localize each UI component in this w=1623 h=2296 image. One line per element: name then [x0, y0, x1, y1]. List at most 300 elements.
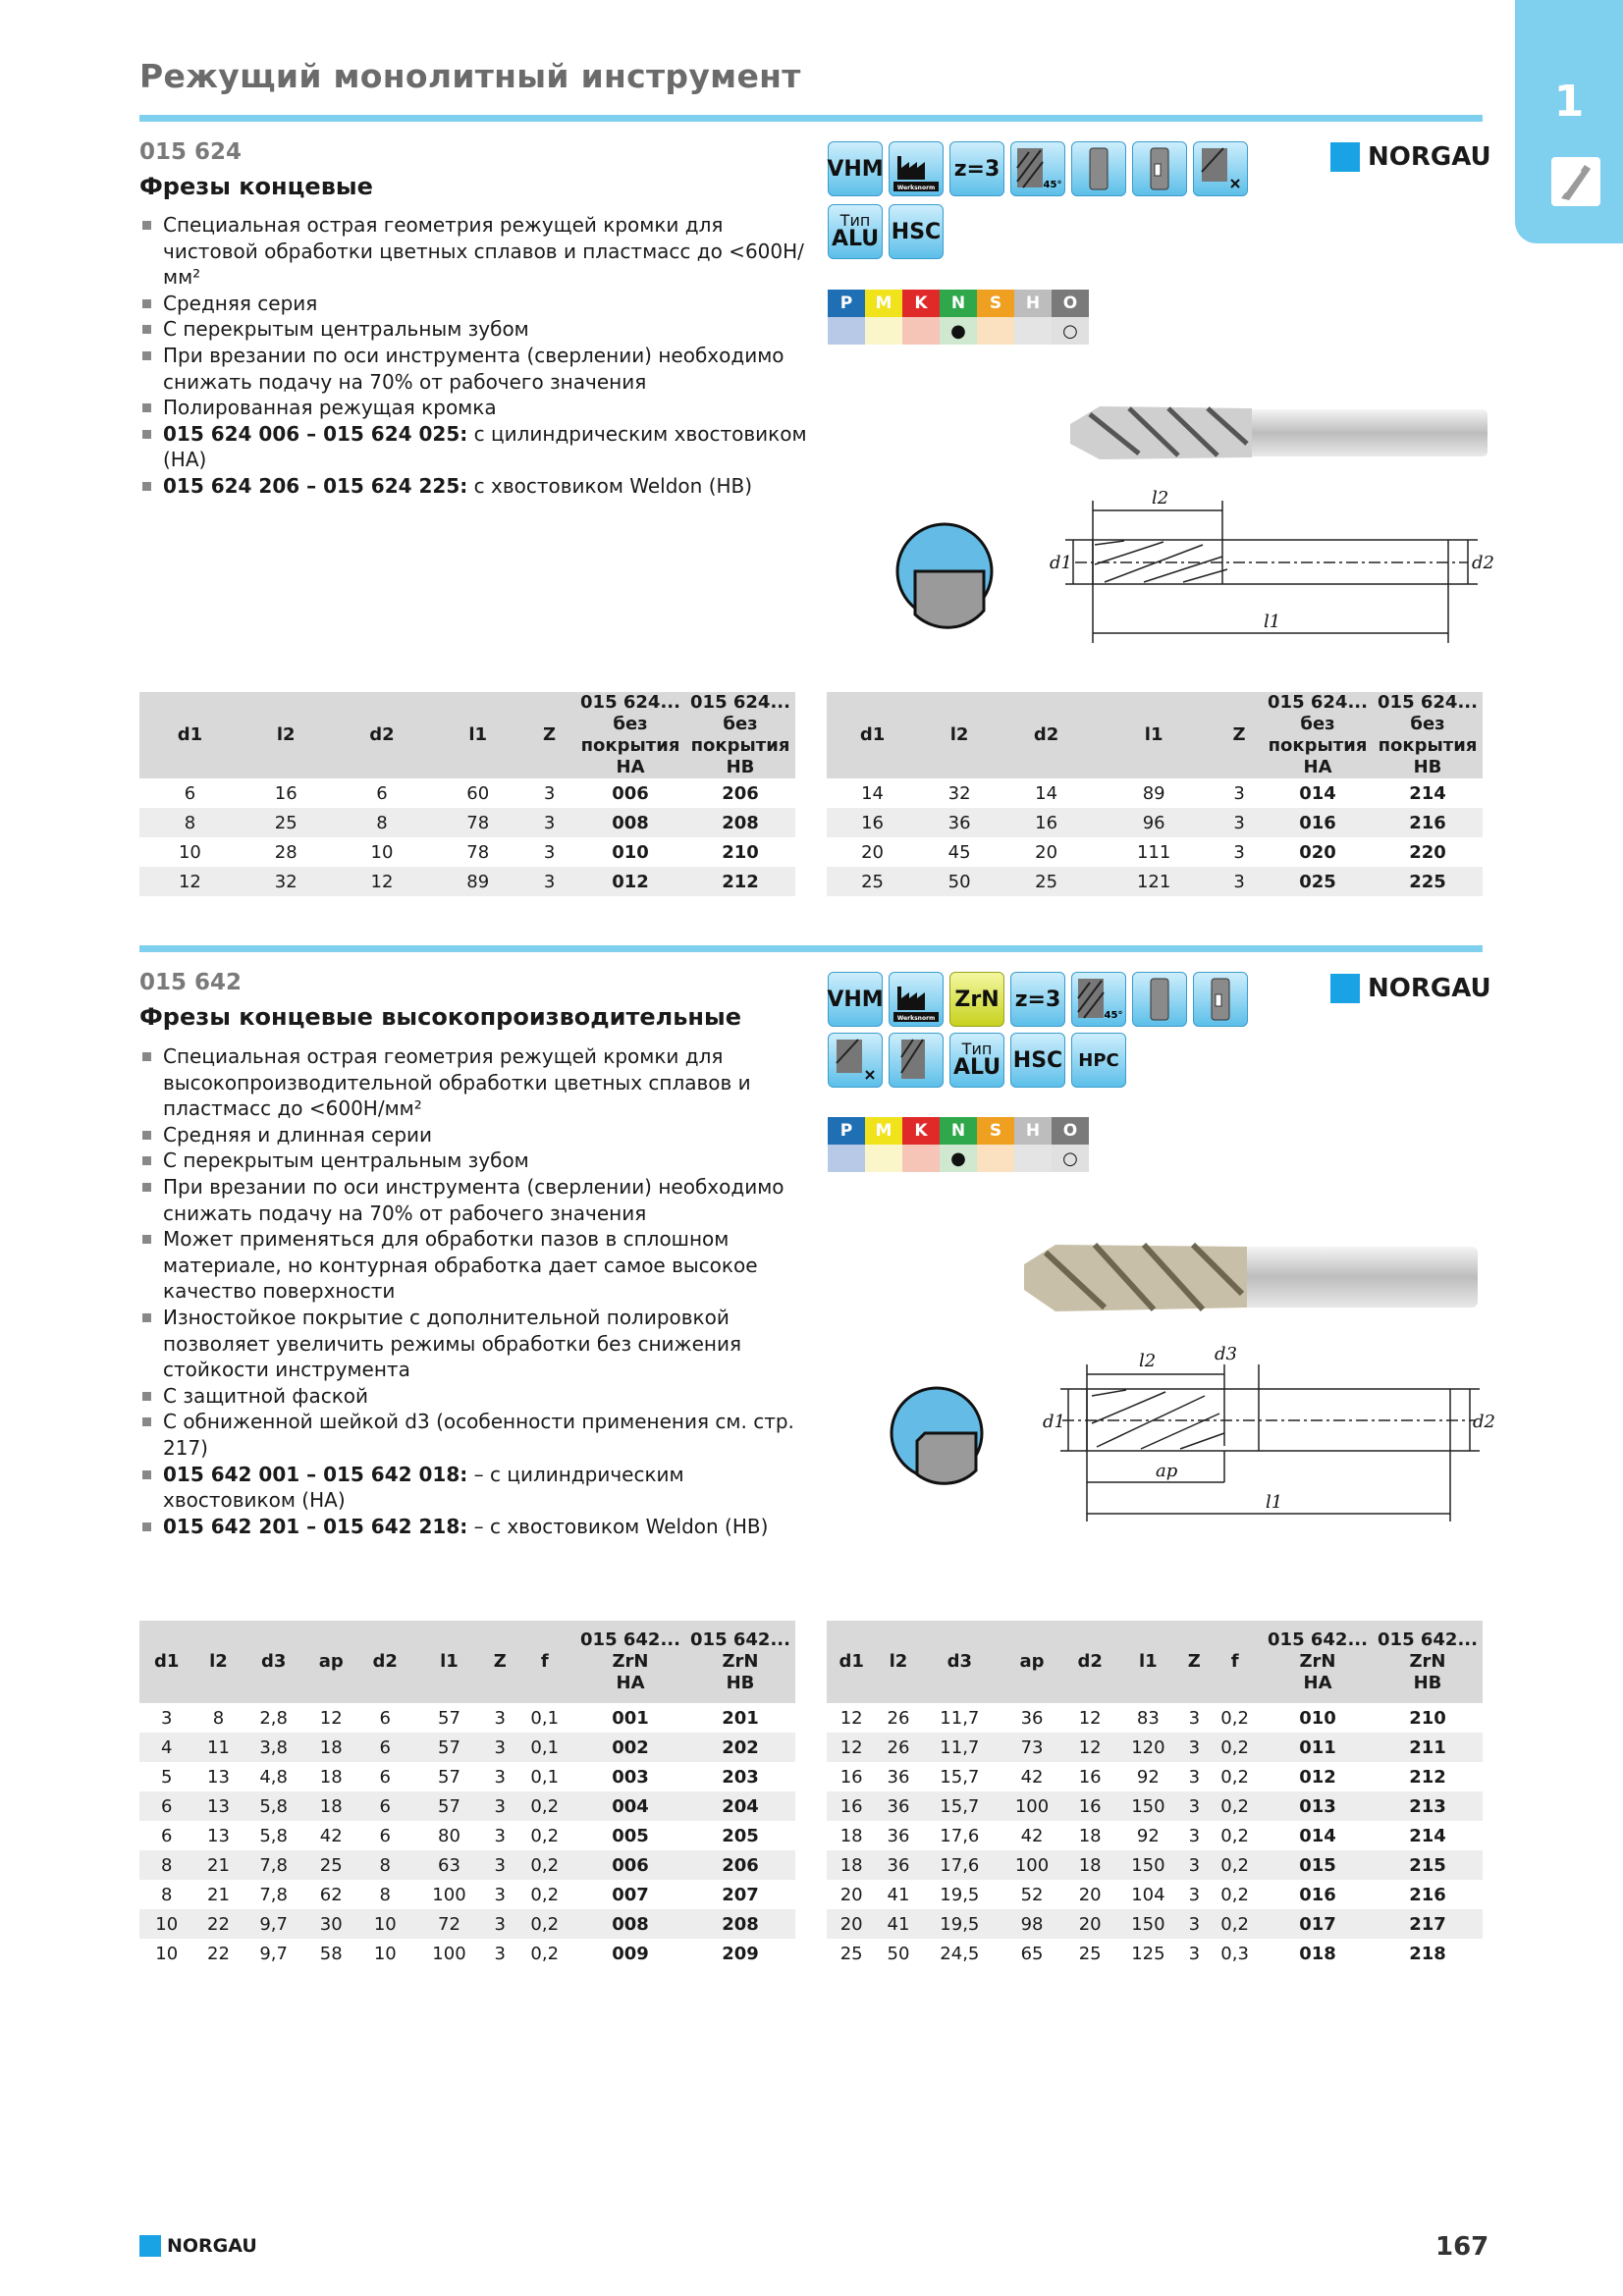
- dimensions-table-right: [827, 692, 1483, 896]
- table-cell: 6: [379, 1825, 391, 1846]
- table-cell: 42: [319, 1825, 343, 1846]
- code-range: 015 642 001 – 015 642 018:: [163, 1462, 468, 1486]
- table-row: [827, 867, 1483, 896]
- table-cell: 25: [839, 1943, 863, 1964]
- dim-label: ap: [1156, 1461, 1178, 1481]
- table-cell: 26: [887, 1707, 910, 1729]
- table-cell: 16: [274, 782, 298, 804]
- column-header: 015 642... ZrN HB: [1373, 1621, 1483, 1703]
- table-cell: 16: [1001, 808, 1092, 837]
- feature-list: [139, 1043, 807, 1539]
- column-header: d2: [1065, 1621, 1114, 1703]
- table-cell: 8: [161, 1884, 173, 1905]
- table-cell: 57: [438, 1707, 460, 1729]
- table-cell: 8: [212, 1707, 225, 1729]
- table-cell: 0,2: [1220, 1884, 1249, 1905]
- feature-item: [139, 1462, 807, 1514]
- dimensions-table-left: [139, 692, 795, 896]
- table-cell: 8: [379, 1884, 391, 1905]
- table-cell: 0,1: [530, 1707, 560, 1729]
- table-cell: 0,3: [1220, 1943, 1249, 1964]
- flutes-icon: z=3: [949, 141, 1004, 196]
- table-cell: 13: [193, 1791, 243, 1821]
- dim-label: d1: [1050, 553, 1072, 573]
- table-cell: 209: [722, 1943, 759, 1964]
- material-group-s: S: [977, 290, 1014, 317]
- table-cell: 12: [827, 1733, 876, 1762]
- material-suitability: ○: [1052, 1145, 1089, 1172]
- zrn-coating-icon: ZrN: [949, 972, 1004, 1027]
- column-header: l2: [918, 692, 1001, 778]
- material-group-m: M: [865, 290, 902, 317]
- dimensions-table-right: [827, 1621, 1483, 1968]
- material-suitability: [1014, 317, 1052, 345]
- table-cell: 89: [432, 867, 523, 896]
- code-range-desc: – с хвостовиком Weldon (HB): [467, 1514, 769, 1538]
- table-cell: 57: [412, 1791, 486, 1821]
- table-cell: 8: [139, 808, 241, 837]
- table-cell: 0,2: [530, 1884, 560, 1905]
- table-cell: 100: [999, 1791, 1065, 1821]
- column-header: Z: [1181, 1621, 1207, 1703]
- table-cell: 12: [1065, 1733, 1114, 1762]
- table-cell: 10: [358, 1909, 412, 1939]
- brand-logo: [1330, 974, 1491, 1003]
- material-group-p: P: [828, 1117, 865, 1145]
- table-cell: 0,2: [514, 1909, 575, 1939]
- table-cell: 8: [139, 1850, 193, 1880]
- table-cell: 6: [379, 1766, 391, 1788]
- table-cell: 11: [193, 1733, 243, 1762]
- brand-name: NORGAU: [1368, 974, 1491, 1003]
- table-cell: 207: [722, 1884, 759, 1905]
- material-group-n: N: [940, 290, 977, 317]
- vhm-icon: VHM: [828, 141, 883, 196]
- table-cell: 13: [207, 1825, 230, 1846]
- table-cell: 16: [1065, 1791, 1114, 1821]
- column-header: d2: [332, 692, 433, 778]
- table-cell: 14: [1035, 782, 1058, 804]
- table-cell: 100: [432, 1884, 466, 1905]
- dim-label: d3: [1215, 1344, 1237, 1364]
- table-cell: 11,7: [940, 1707, 980, 1729]
- table-cell: 212: [1409, 1766, 1446, 1788]
- table-cell: 0,2: [1220, 1707, 1249, 1729]
- table-cell: 3: [1188, 1766, 1201, 1788]
- table-cell: 7,8: [259, 1884, 288, 1905]
- table-cell: 17,6: [921, 1850, 999, 1880]
- table-cell: 0,2: [1207, 1850, 1263, 1880]
- column-header: d3: [921, 1621, 999, 1703]
- alu-type-icon: Тип ALU: [949, 1033, 1004, 1088]
- material-group-k: K: [902, 290, 940, 317]
- table-cell: 10: [373, 1943, 397, 1964]
- dim-label: l1: [1264, 612, 1281, 632]
- table-cell: 0,2: [1220, 1766, 1249, 1788]
- table-cell: 21: [207, 1884, 230, 1905]
- code-range-desc: – с цилиндрическим хвостовиком (HA): [163, 1462, 684, 1513]
- table-cell: 78: [432, 808, 523, 837]
- material-group-o: O: [1052, 1117, 1089, 1145]
- feature-item: С перекрытым центральным зубом: [139, 1148, 807, 1174]
- code-range: 015 624 206 – 015 624 225:: [163, 473, 468, 498]
- feature-item: Специальная острая геометрия режущей кромки для чистовой обработки цветных сплавов и пластмасс до <600Н/мм²: [139, 212, 807, 291]
- table-cell: 212: [685, 867, 795, 896]
- helix-angle-label: 45°: [1043, 180, 1062, 190]
- table-cell: 41: [876, 1909, 920, 1939]
- column-header: Z: [486, 1621, 514, 1703]
- table-cell: 18: [304, 1791, 358, 1821]
- flutes-icon: z=3: [1010, 972, 1065, 1027]
- helix-angle-label: 45°: [1104, 1010, 1123, 1021]
- table-cell: 3: [161, 1707, 173, 1729]
- table-cell: 201: [722, 1707, 759, 1729]
- table-cell: 41: [887, 1884, 910, 1905]
- table-cell: 215: [1373, 1850, 1483, 1880]
- table-cell: 25: [827, 867, 918, 896]
- table-cell: 3: [1181, 1909, 1207, 1939]
- weldon-shank-icon: [1193, 972, 1248, 1027]
- table-cell: 208: [685, 808, 795, 837]
- column-header: d2: [358, 1621, 412, 1703]
- table-cell: 025: [1263, 867, 1373, 896]
- table-row: [827, 1880, 1483, 1909]
- table-cell: 3: [494, 1707, 506, 1729]
- table-row: [827, 1733, 1483, 1762]
- table-cell: 20: [839, 1884, 863, 1905]
- werksnorm-icon: [889, 972, 944, 1027]
- table-cell: 150: [1114, 1791, 1181, 1821]
- table-cell: 0,2: [1207, 1909, 1263, 1939]
- vhm-icon: VHM: [828, 972, 883, 1027]
- table-cell: 008: [575, 1909, 685, 1939]
- material-suitability: [902, 1145, 940, 1172]
- table-cell: 83: [1136, 1707, 1160, 1729]
- table-cell: 28: [274, 841, 298, 863]
- column-header: d1: [827, 1621, 876, 1703]
- table-cell: 210: [1409, 1707, 1446, 1729]
- feature-list: [139, 212, 807, 500]
- table-cell: 89: [1142, 782, 1165, 804]
- material-suitability: [828, 1145, 865, 1172]
- table-cell: 13: [207, 1766, 230, 1788]
- table-cell: 42: [1020, 1825, 1044, 1846]
- table-cell: 21: [193, 1850, 243, 1880]
- technical-drawing: [1036, 486, 1494, 657]
- table-cell: 92: [1136, 1825, 1160, 1846]
- product-code: 015 642: [139, 970, 243, 995]
- table-cell: 15,7: [921, 1791, 999, 1821]
- material-suitability: [902, 317, 940, 345]
- table-cell: 36: [876, 1791, 920, 1821]
- column-header: 015 624... без покрытия HA: [575, 692, 685, 778]
- column-header: d2: [1001, 692, 1092, 778]
- table-cell: 015: [1263, 1850, 1373, 1880]
- column-header: Z: [1216, 692, 1263, 778]
- property-icons-row2: [828, 1033, 1126, 1088]
- table-row: [139, 1733, 795, 1762]
- table-cell: 3: [486, 1850, 514, 1880]
- table-cell: 63: [412, 1850, 486, 1880]
- table-cell: 25: [1078, 1943, 1102, 1964]
- table-cell: 57: [412, 1733, 486, 1762]
- table-cell: 18: [319, 1766, 343, 1788]
- table-cell: 100: [999, 1850, 1065, 1880]
- table-cell: 30: [304, 1909, 358, 1939]
- table-cell: 4,8: [259, 1766, 288, 1788]
- column-header: f: [1207, 1621, 1263, 1703]
- property-icons: [828, 972, 1248, 1027]
- table-row: [139, 808, 795, 837]
- table-cell: 20: [1078, 1884, 1102, 1905]
- table-cell: 50: [918, 867, 1001, 896]
- table-cell: 3: [1233, 841, 1245, 863]
- table-cell: 22: [207, 1943, 230, 1964]
- table-row: [139, 867, 795, 896]
- table-cell: 26: [876, 1733, 920, 1762]
- table-cell: 010: [1299, 1707, 1336, 1729]
- column-header: l2: [241, 692, 332, 778]
- hpc-icon: HPC: [1071, 1033, 1126, 1088]
- table-cell: 2,8: [259, 1707, 288, 1729]
- table-cell: 005: [612, 1825, 649, 1846]
- table-cell: 3: [486, 1791, 514, 1821]
- table-cell: 92: [1136, 1766, 1160, 1788]
- table-cell: 206: [685, 1850, 795, 1880]
- table-cell: 58: [319, 1943, 343, 1964]
- column-header: Z: [523, 692, 575, 778]
- feature-item: Полированная режущая кромка: [139, 395, 807, 421]
- table-cell: 32: [241, 867, 332, 896]
- table-cell: 17,6: [940, 1825, 980, 1846]
- material-suitability: ○: [1052, 317, 1089, 345]
- material-suitability: ●: [940, 317, 977, 345]
- table-cell: 018: [1299, 1943, 1336, 1964]
- table-cell: 012: [575, 867, 685, 896]
- product-title: Фрезы концевые высокопроизводительные: [139, 1003, 741, 1031]
- technical-drawing: [1033, 1335, 1494, 1550]
- werksnorm-label: Werksnorm: [896, 1015, 936, 1022]
- table-cell: 220: [1409, 841, 1446, 863]
- material-group-s: S: [977, 1117, 1014, 1145]
- table-cell: 3: [1188, 1943, 1201, 1964]
- table-row: [827, 808, 1483, 837]
- table-cell: 3: [1188, 1884, 1201, 1905]
- feature-item: Может применяться для обработки пазов в сплошном материале, но контурная обработка дает самое высокое качество поверхности: [139, 1226, 807, 1305]
- material-group-p: P: [828, 290, 865, 317]
- brand-name: NORGAU: [167, 2235, 257, 2257]
- table-cell: 3: [523, 808, 575, 837]
- table-cell: 3: [1216, 808, 1263, 837]
- material-table: [828, 1117, 1089, 1172]
- table-cell: 7,8: [243, 1850, 303, 1880]
- table-cell: 3: [1233, 782, 1245, 804]
- table-cell: 12: [1078, 1707, 1102, 1729]
- feature-item: [139, 1514, 807, 1540]
- table-cell: 62: [319, 1884, 343, 1905]
- material-group-n: N: [940, 1117, 977, 1145]
- table-cell: 012: [1299, 1766, 1336, 1788]
- material-table: [828, 290, 1089, 345]
- table-cell: 36: [887, 1825, 910, 1846]
- cross-section-icon: [888, 1384, 986, 1486]
- table-cell: 0,1: [514, 1733, 575, 1762]
- material-suitability: [865, 1145, 902, 1172]
- table-cell: 121: [1092, 867, 1216, 896]
- hsc-icon: HSC: [889, 204, 944, 259]
- table-cell: 0,1: [530, 1766, 560, 1788]
- table-cell: 002: [575, 1733, 685, 1762]
- chamfer-icon: [889, 1033, 944, 1088]
- table-cell: 16: [1078, 1766, 1102, 1788]
- table-cell: 16: [827, 1791, 876, 1821]
- table-cell: 25: [1001, 867, 1092, 896]
- table-cell: 6: [358, 1791, 412, 1821]
- table-cell: 6: [161, 1825, 173, 1846]
- table-cell: 3: [494, 1825, 506, 1846]
- table-row: [827, 1821, 1483, 1850]
- material-suitability: [977, 317, 1014, 345]
- table-cell: 3: [486, 1909, 514, 1939]
- table-cell: 60: [466, 782, 490, 804]
- helix-angle-icon: [1071, 972, 1126, 1027]
- table-row: [827, 1939, 1483, 1968]
- table-cell: 78: [466, 841, 490, 863]
- table-cell: 4: [139, 1733, 193, 1762]
- column-header: 015 624... без покрытия HB: [685, 692, 795, 778]
- table-cell: 20: [827, 1909, 876, 1939]
- feature-item: Средняя и длинная серии: [139, 1122, 807, 1148]
- chapter-number: 1: [1553, 77, 1585, 127]
- helix-angle-icon: [1010, 141, 1065, 196]
- table-row: [139, 1762, 795, 1791]
- material-group-h: H: [1014, 1117, 1052, 1145]
- column-header: d3: [243, 1621, 303, 1703]
- table-cell: 225: [1373, 867, 1483, 896]
- table-row: [139, 1850, 795, 1880]
- cylindrical-shank-icon: [1132, 972, 1187, 1027]
- feature-item: Средняя серия: [139, 291, 807, 317]
- table-cell: 020: [1299, 841, 1336, 863]
- table-cell: 211: [1373, 1733, 1483, 1762]
- table-cell: 3,8: [243, 1733, 303, 1762]
- feature-item: [139, 473, 807, 500]
- table-cell: 96: [1092, 808, 1216, 837]
- werksnorm-icon: [889, 141, 944, 196]
- material-suitability: ●: [940, 1145, 977, 1172]
- table-cell: 216: [1409, 1884, 1446, 1905]
- table-cell: 8: [332, 808, 433, 837]
- table-cell: 8: [358, 1850, 412, 1880]
- table-cell: 204: [685, 1791, 795, 1821]
- dim-label: d1: [1043, 1412, 1065, 1432]
- table-cell: 5: [161, 1766, 173, 1788]
- table-cell: 205: [722, 1825, 759, 1846]
- center-cut-icon: [1193, 141, 1248, 196]
- table-cell: 20: [1065, 1909, 1114, 1939]
- table-cell: 3: [1181, 1791, 1207, 1821]
- table-row: [827, 778, 1483, 808]
- table-cell: 52: [1020, 1884, 1044, 1905]
- table-cell: 10: [139, 1909, 193, 1939]
- feature-item: С перекрытым центральным зубом: [139, 316, 807, 343]
- table-cell: 003: [612, 1766, 649, 1788]
- column-header: l2: [193, 1621, 243, 1703]
- feature-item: [139, 421, 807, 473]
- title-rule: [139, 115, 1483, 122]
- column-header: 015 642... ZrN HA: [1263, 1621, 1373, 1703]
- table-cell: 50: [887, 1943, 910, 1964]
- table-cell: 24,5: [940, 1943, 980, 1964]
- table-cell: 6: [358, 1733, 412, 1762]
- table-cell: 3: [494, 1884, 506, 1905]
- table-cell: 014: [1299, 782, 1336, 804]
- table-cell: 3: [523, 867, 575, 896]
- material-group-o: O: [1052, 290, 1089, 317]
- table-row: [827, 1703, 1483, 1733]
- table-cell: 19,5: [940, 1884, 980, 1905]
- table-cell: 202: [685, 1733, 795, 1762]
- table-cell: 0,2: [1207, 1791, 1263, 1821]
- column-header: l1: [1114, 1621, 1181, 1703]
- dim-label: d2: [1472, 553, 1494, 573]
- column-header: 015 642... ZrN HB: [685, 1621, 795, 1703]
- table-cell: 3: [1188, 1707, 1201, 1729]
- table-row: [827, 837, 1483, 867]
- table-cell: 42: [1020, 1766, 1044, 1788]
- table-cell: 12: [839, 1707, 863, 1729]
- table-cell: 18: [1078, 1825, 1102, 1846]
- table-cell: 0,2: [530, 1943, 560, 1964]
- table-row: [139, 1939, 795, 1968]
- table-cell: 18: [1065, 1850, 1114, 1880]
- table-cell: 3: [1216, 867, 1263, 896]
- table-cell: 36: [918, 808, 1001, 837]
- dim-label: l2: [1139, 1351, 1157, 1371]
- product-code: 015 624: [139, 139, 243, 165]
- table-cell: 125: [1131, 1943, 1165, 1964]
- table-cell: 18: [827, 1850, 876, 1880]
- table-cell: 11,7: [921, 1733, 999, 1762]
- table-cell: 12: [319, 1707, 343, 1729]
- table-cell: 3: [1181, 1733, 1207, 1762]
- table-cell: 150: [1114, 1850, 1181, 1880]
- table-cell: 9,7: [243, 1909, 303, 1939]
- table-cell: 214: [1409, 782, 1446, 804]
- dimensions-table-left: [139, 1621, 795, 1968]
- table-cell: 20: [861, 841, 885, 863]
- material-group-k: K: [902, 1117, 940, 1145]
- table-cell: 013: [1263, 1791, 1373, 1821]
- table-cell: 3: [494, 1943, 506, 1964]
- code-range-desc: с хвостовиком Weldon (HB): [467, 473, 753, 498]
- table-row: [139, 1703, 795, 1733]
- table-cell: 6: [139, 1791, 193, 1821]
- feature-item: С защитной фаской: [139, 1383, 807, 1410]
- table-cell: 017: [1263, 1909, 1373, 1939]
- table-cell: 45: [947, 841, 971, 863]
- code-range: 015 642 201 – 015 642 218:: [163, 1514, 468, 1538]
- table-cell: 36: [887, 1766, 910, 1788]
- table-cell: 213: [1373, 1791, 1483, 1821]
- column-header: 015 624... без покрытия HB: [1373, 692, 1483, 778]
- table-row: [827, 1762, 1483, 1791]
- column-header: l1: [412, 1621, 486, 1703]
- cross-section-icon: [893, 520, 996, 626]
- end-mill-icon: [1551, 157, 1600, 206]
- table-row: [139, 837, 795, 867]
- table-cell: 210: [722, 841, 759, 863]
